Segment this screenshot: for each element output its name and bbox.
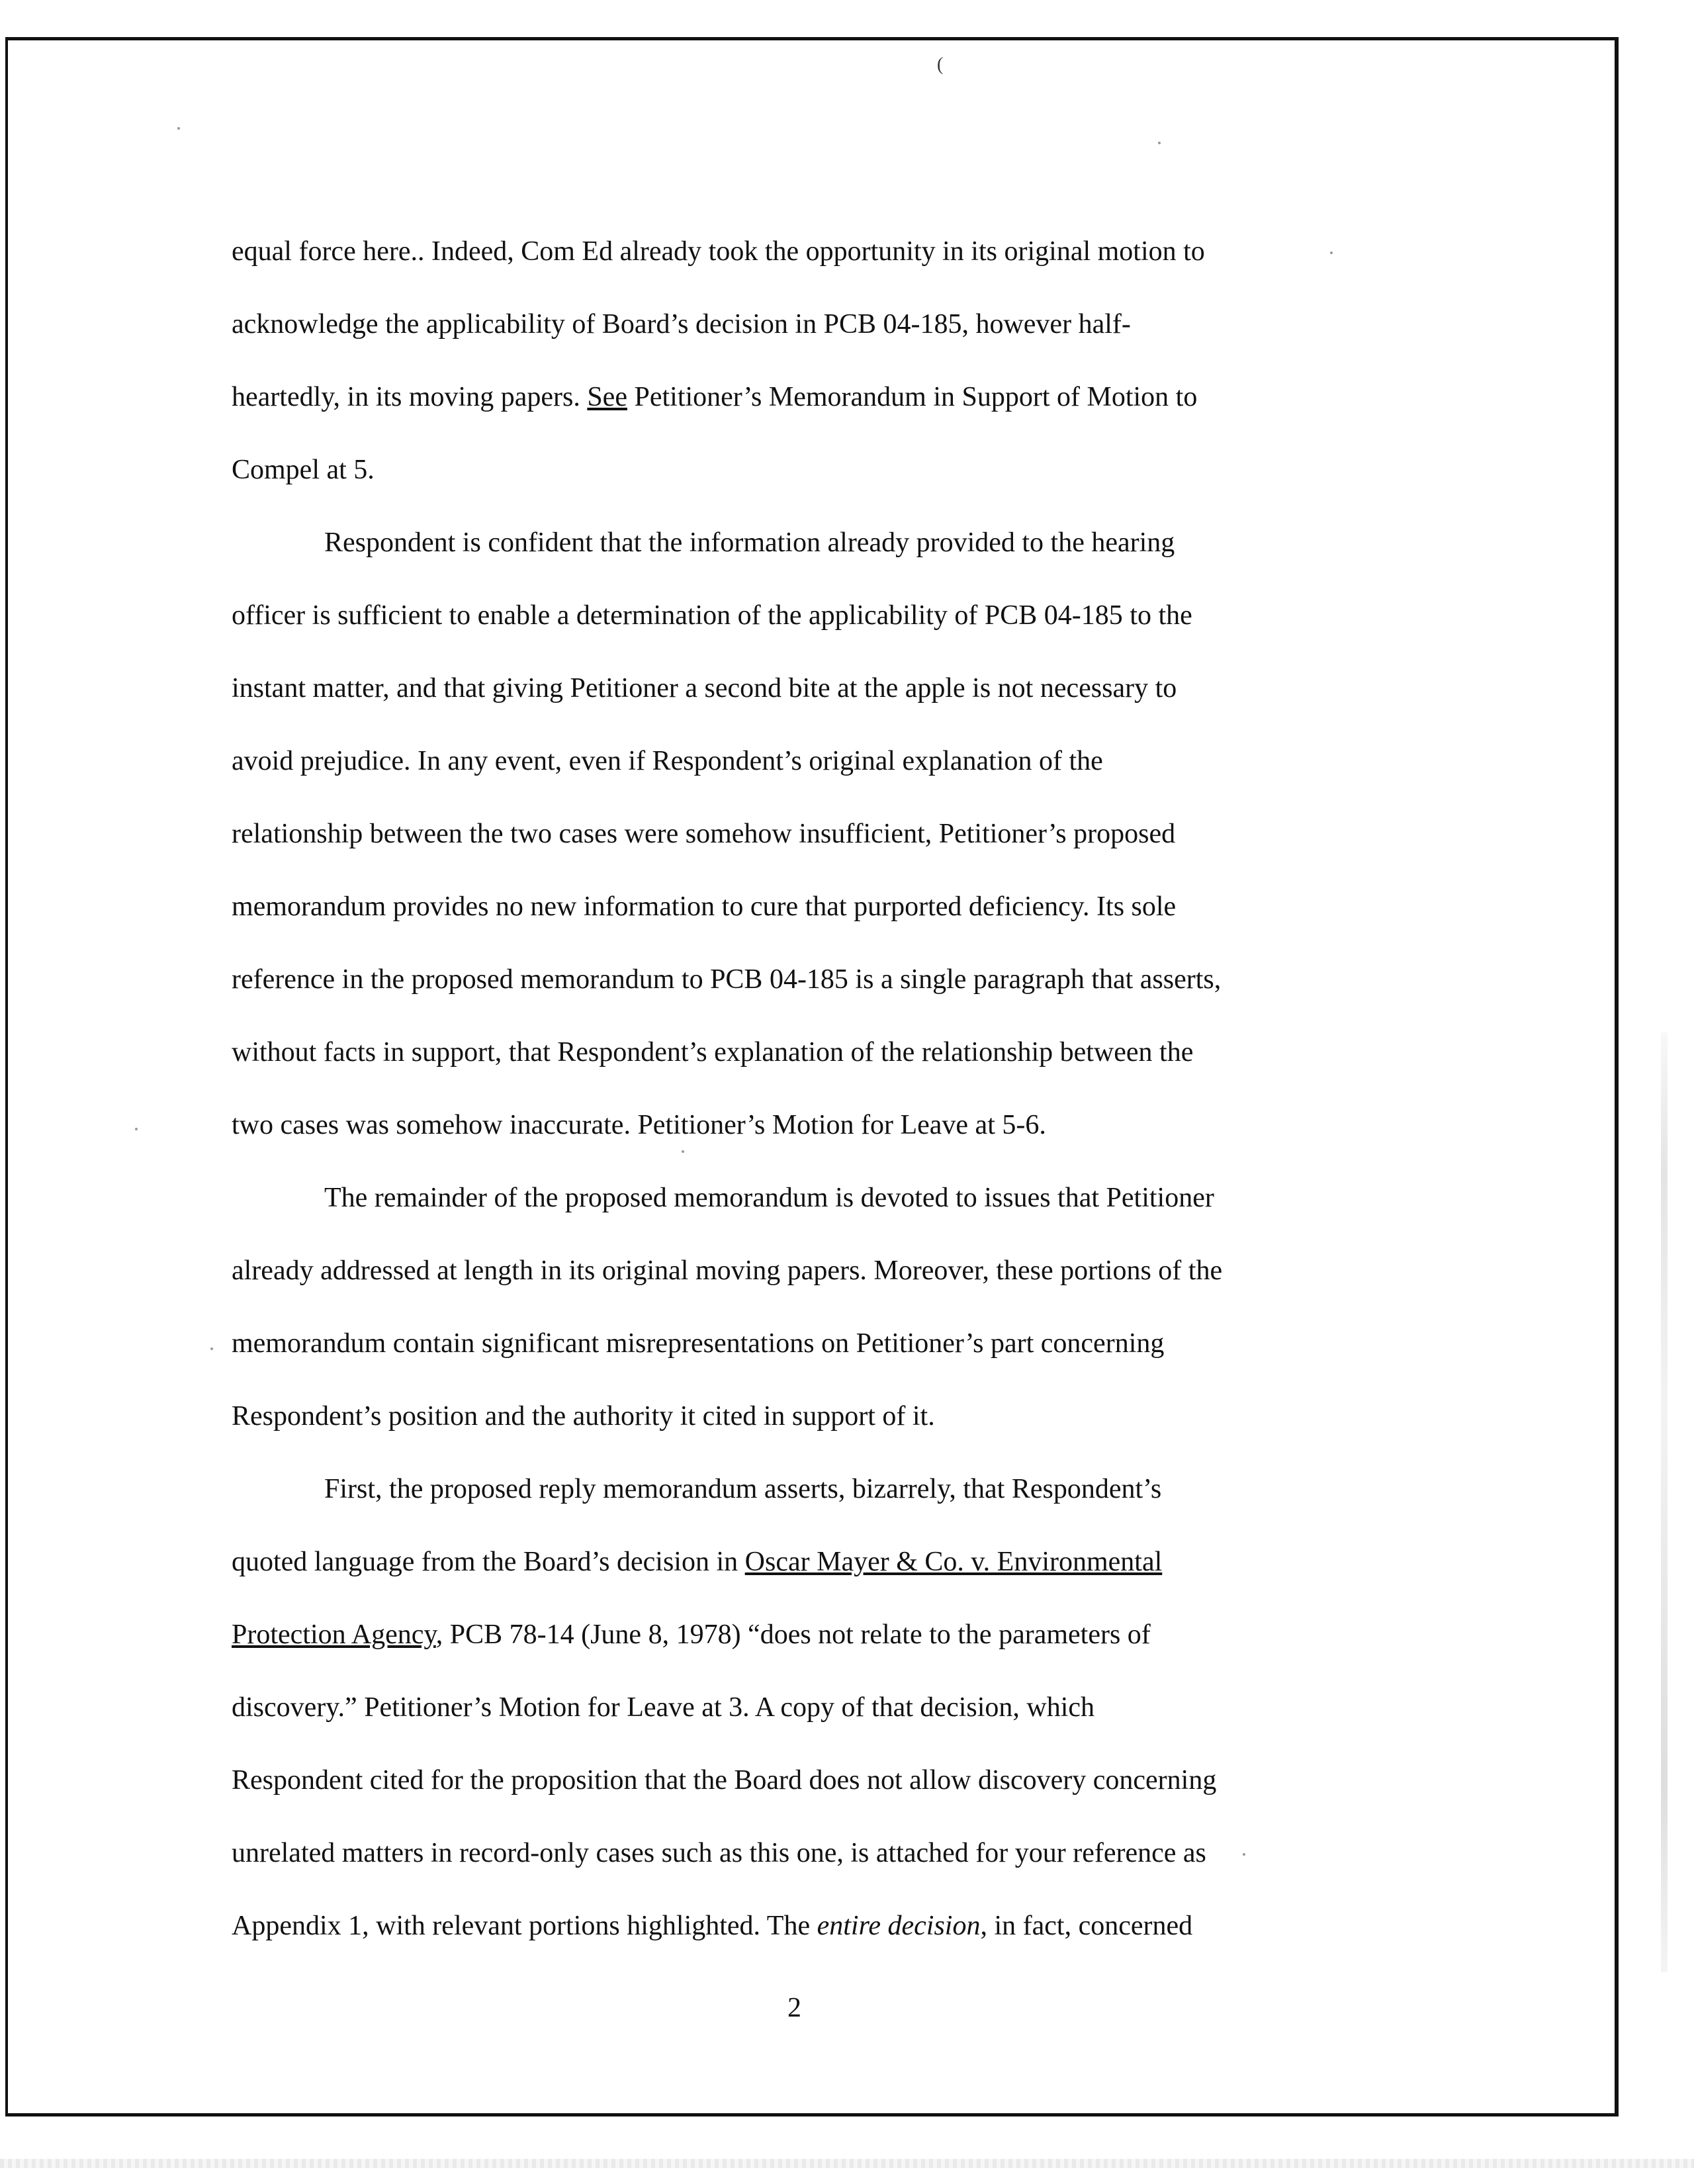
scan-speck xyxy=(177,127,180,130)
text-run: two cases was somehow inaccurate. Petitioner’s Motion for Leave at 5-6. xyxy=(232,1110,1046,1140)
text-run: acknowledge the applicability of Board’s decision in PCB 04-185, however half- xyxy=(232,309,1131,340)
text-run: reference in the proposed memorandum to PCB 04-185 is a single paragraph that asserts, xyxy=(232,964,1222,995)
text-run: Petitioner’s Memorandum in Support of Motion to xyxy=(627,382,1198,412)
text-run: Respondent is confident that the information already provided to the hearing xyxy=(324,527,1175,558)
text-line xyxy=(232,371,1396,443)
text-line xyxy=(232,1899,1396,1972)
text-run: Respondent’s position and the authority it cited in support of it. xyxy=(232,1401,935,1432)
text-run: officer is sufficient to enable a determination of the applicability of PCB 04-185 to the xyxy=(232,600,1192,631)
text-line xyxy=(232,1681,1396,1754)
text-line xyxy=(232,1171,1396,1244)
underlined-citation: Oscar Mayer & Co. v. Environmental xyxy=(744,1547,1163,1577)
text-line xyxy=(232,516,1396,589)
text-run: without facts in support, that Respondent’s explanation of the relationship between the xyxy=(232,1037,1194,1068)
text-run: memorandum contain significant misrepresentations on Petitioner’s part concerning xyxy=(232,1328,1165,1359)
text-run: avoid prejudice. In any event, even if Respondent’s original explanation of the xyxy=(232,746,1103,776)
scan-speck xyxy=(1330,251,1333,254)
italic-text: entire decision xyxy=(817,1911,981,1941)
text-run: equal force here.. Indeed, Com Ed already took the opportunity in its original motion to xyxy=(232,236,1205,267)
text-line xyxy=(232,880,1396,953)
text-run: Appendix 1, with relevant portions highlighted. The xyxy=(232,1911,817,1941)
text-run: Respondent cited for the proposition that the Board does not allow discovery concerning xyxy=(232,1765,1217,1796)
text-run: memorandum provides no new information to cure that purported deficiency. Its sole xyxy=(232,891,1177,922)
text-run: instant matter, and that giving Petitioner a second bite at the apple is not necessary to xyxy=(232,673,1177,704)
text-line xyxy=(232,225,1396,298)
text-run: unrelated matters in record-only cases such as this one, is attached for your reference as xyxy=(232,1838,1206,1868)
text-line xyxy=(232,1244,1396,1317)
text-line xyxy=(232,1827,1396,1899)
text-line xyxy=(232,807,1396,880)
underlined-citation: See xyxy=(587,382,627,412)
text-run: quoted language from the Board’s decision in xyxy=(232,1547,745,1577)
text-line xyxy=(232,735,1396,807)
text-line xyxy=(232,1463,1396,1535)
text-line xyxy=(232,589,1396,662)
scan-speck xyxy=(135,1128,138,1130)
text-line xyxy=(232,1535,1396,1608)
text-line xyxy=(232,662,1396,735)
text-run: , in fact, concerned xyxy=(980,1911,1193,1941)
text-line xyxy=(232,1099,1396,1171)
page-number: 2 xyxy=(787,1993,801,2023)
text-line xyxy=(232,443,1396,516)
text-line xyxy=(232,953,1396,1026)
document-body xyxy=(232,225,1396,1972)
text-line xyxy=(232,1608,1396,1681)
text-run: The remainder of the proposed memorandum is devoted to issues that Petitioner xyxy=(324,1183,1214,1213)
text-run: First, the proposed reply memorandum asserts, bizarrely, that Respondent’s xyxy=(324,1474,1162,1504)
text-line xyxy=(232,1754,1396,1827)
text-line xyxy=(232,298,1396,371)
text-run: , PCB 78-14 (June 8, 1978) “does not relate to the parameters of xyxy=(435,1619,1151,1650)
scan-speck xyxy=(682,1150,684,1153)
scan-speck xyxy=(1158,142,1161,144)
text-run: discovery.” Petitioner’s Motion for Leave at 3. A copy of that decision, which xyxy=(232,1692,1095,1723)
scan-speck xyxy=(1243,1853,1245,1856)
scan-bottom-artifact xyxy=(0,2159,1694,2168)
text-run: relationship between the two cases were somehow insufficient, Petitioner’s proposed xyxy=(232,819,1176,849)
text-line xyxy=(232,1026,1396,1099)
scan-edge-artifact xyxy=(1661,1032,1668,1972)
scan-speck xyxy=(210,1347,213,1350)
top-scan-mark: ( xyxy=(937,54,944,75)
underlined-citation: Protection Agency xyxy=(232,1619,436,1650)
text-line xyxy=(232,1317,1396,1390)
text-line xyxy=(232,1390,1396,1463)
text-run: heartedly, in its moving papers. xyxy=(232,382,588,412)
text-run: Compel at 5. xyxy=(232,455,375,485)
text-run: already addressed at length in its original moving papers. Moreover, these portions of the xyxy=(232,1255,1223,1286)
